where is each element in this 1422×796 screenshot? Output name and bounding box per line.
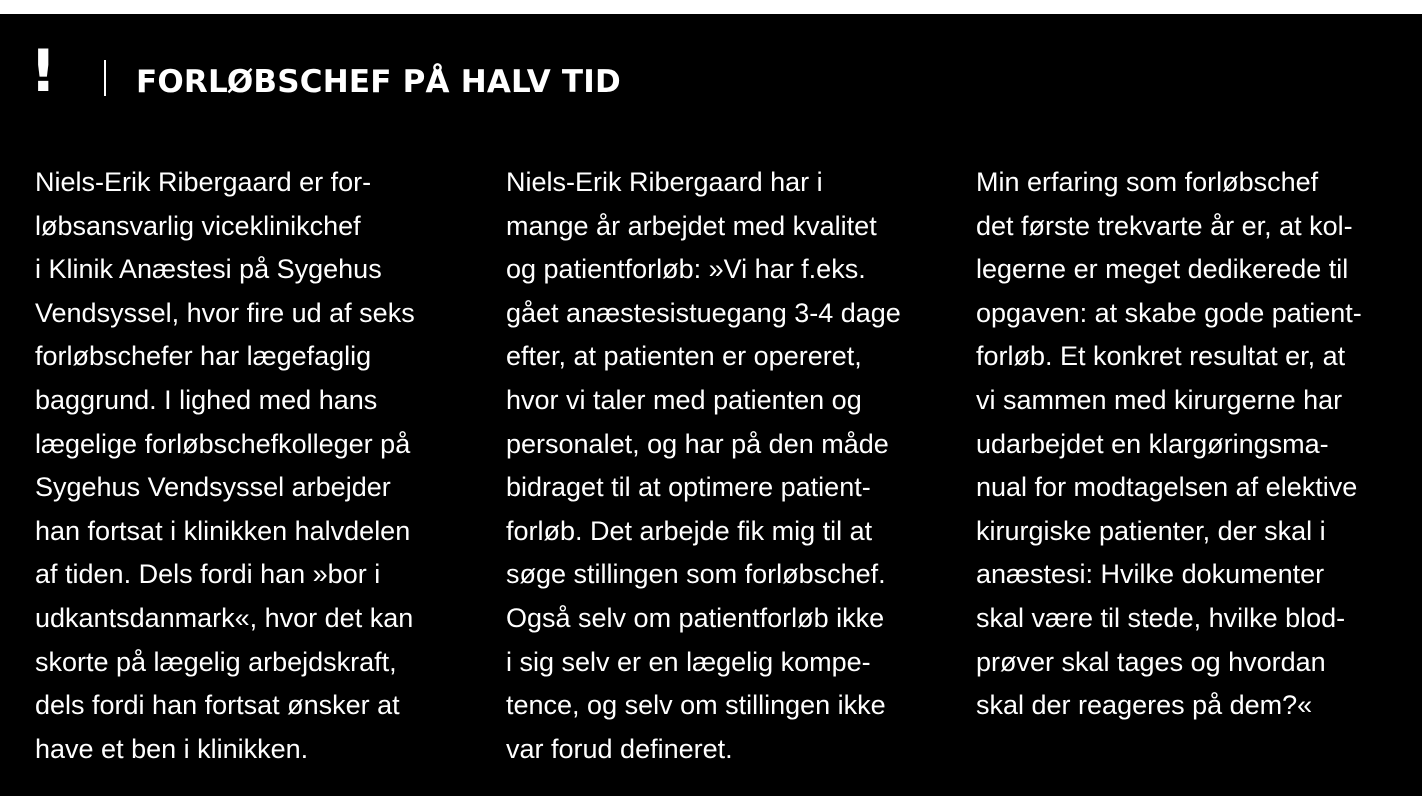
- text-line: vi sammen med kirurgerne har: [976, 384, 1343, 415]
- title-divider: [104, 60, 106, 96]
- text-line: i sig selv er en lægelig kompe-: [506, 646, 871, 677]
- text-line: gået anæstesistuegang 3-4 dage: [506, 297, 901, 328]
- text-line: Også selv om patientforløb ikke: [506, 602, 885, 633]
- text-line: Min erfaring som forløbschef: [976, 167, 1319, 197]
- text-line: søge stillingen som forløbschef.: [506, 559, 886, 590]
- text-column-3: [976, 161, 1362, 728]
- text-line: det første trekvarte år er, at kol-: [976, 210, 1353, 241]
- text-line: forløb. Et konkret resultat er, at: [976, 341, 1346, 372]
- text-line: udarbejdet en klargøringsma-: [976, 428, 1329, 459]
- text-line: i Klinik Anæstesi på Sygehus: [35, 254, 382, 285]
- text-line: efter, at patienten er opereret,: [506, 341, 862, 372]
- text-column-2: [506, 161, 901, 771]
- text-line: anæstesi: Hvilke dokumenter: [976, 559, 1325, 590]
- text-line: mange år arbejdet med kvalitet: [506, 210, 877, 241]
- text-line: var forud defineret.: [506, 733, 733, 764]
- text-line: kirurgiske patienter, der skal i: [976, 515, 1326, 546]
- text-line: dels fordi han fortsat ønsker at: [35, 690, 400, 721]
- text-column-1: [35, 161, 415, 771]
- text-line: udkantsdanmark«, hvor det kan: [35, 602, 414, 633]
- info-box: [0, 14, 1422, 796]
- text-line: Niels-Erik Ribergaard har i: [506, 167, 823, 197]
- text-line: løbsansvarlig viceklinikchef: [35, 210, 361, 241]
- text-line: bidraget til at optimere patient-: [506, 472, 871, 503]
- text-line: skal der reageres på dem?«: [976, 690, 1313, 721]
- text-line: skal være til stede, hvilke blod-: [976, 602, 1346, 633]
- text-line: Vendsyssel, hvor fire ud af seks: [35, 297, 415, 328]
- text-line: Niels-Erik Ribergaard er for-: [35, 167, 372, 197]
- text-line: Sygehus Vendsyssel arbejder: [35, 472, 391, 503]
- box-title: FORLØBSCHEF PÅ HALV TID: [136, 64, 621, 100]
- text-line: forløbschefer har lægefaglig: [35, 341, 372, 372]
- text-line: forløb. Det arbejde fik mig til at: [506, 515, 873, 546]
- text-line: personalet, og har på den måde: [506, 428, 889, 459]
- text-line: baggrund. I lighed med hans: [35, 384, 378, 415]
- text-line: have et ben i klinikken.: [35, 733, 309, 764]
- text-line: hvor vi taler med patienten og: [506, 384, 862, 415]
- text-line: legerne er meget dedikerede til: [976, 254, 1349, 285]
- exclamation-icon: !: [30, 37, 57, 105]
- text-line: prøver skal tages og hvordan: [976, 646, 1326, 677]
- text-line: han fortsat i klinikken halvdelen: [35, 515, 411, 546]
- text-line: nual for modtagelsen af elektive: [976, 472, 1358, 503]
- text-line: lægelige forløbschefkolleger på: [35, 428, 411, 459]
- text-line: tence, og selv om stillingen ikke: [506, 690, 886, 721]
- text-line: og patientforløb: »Vi har f.eks.: [506, 254, 866, 285]
- text-line: skorte på lægelig arbejdskraft,: [35, 646, 397, 677]
- text-line: af tiden. Dels fordi han »bor i: [35, 559, 381, 590]
- text-line: opgaven: at skabe gode patient-: [976, 297, 1362, 328]
